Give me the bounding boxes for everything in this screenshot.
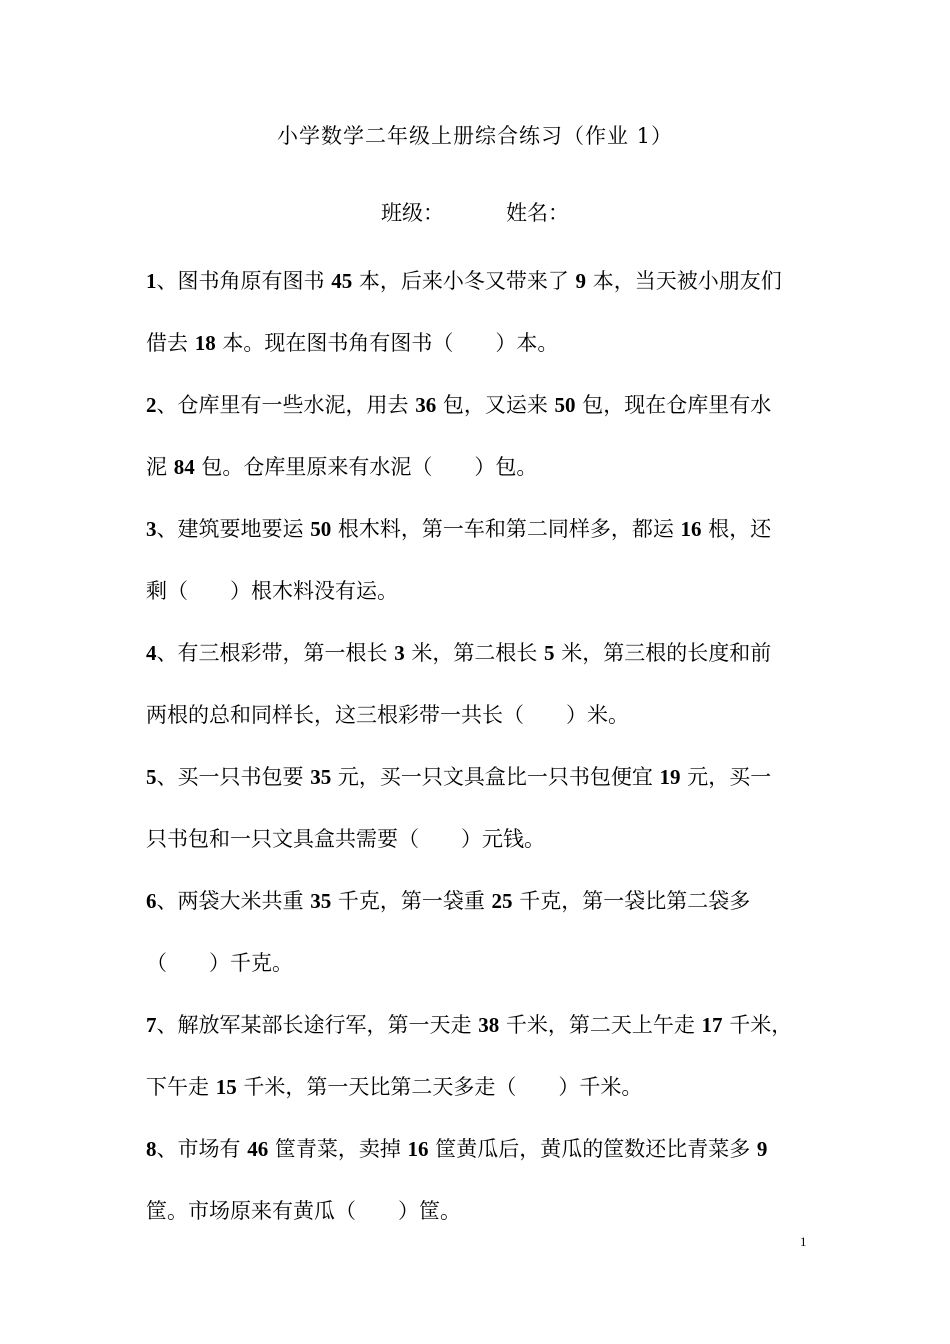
question-line	[146, 436, 811, 498]
question-text: 只书包和一只文具盒共需要（ ）元钱。	[146, 827, 545, 851]
question-number-value: 35	[310, 889, 332, 913]
question-text: 本。现在图书角有图书（ ）本。	[215, 331, 559, 355]
question-text: 、两袋大米共重	[156, 889, 311, 913]
question-number-value: 1	[146, 269, 157, 293]
question-number-value: 9	[756, 1137, 768, 1161]
question-line	[146, 1180, 811, 1242]
question-number-value: 18	[194, 331, 216, 355]
question-text: 元，买一	[680, 765, 772, 789]
question-text: 筐青菜，卖掉	[268, 1137, 408, 1161]
question-number-value: 16	[680, 517, 702, 541]
question-line	[146, 312, 811, 374]
question-text: 本，当天被小朋友们	[586, 269, 782, 293]
question-text: 、市场有	[156, 1137, 248, 1161]
question-number-value: 16	[407, 1137, 429, 1161]
question-6	[146, 870, 811, 994]
question-5	[146, 746, 811, 870]
question-text: （ ）千克。	[146, 951, 293, 975]
question-line	[146, 250, 811, 312]
question-text: 千米，第一天比第二天多走（ ）千米。	[236, 1075, 643, 1099]
question-number-value: 8	[146, 1137, 157, 1161]
question-line	[146, 746, 811, 808]
question-line	[146, 560, 811, 622]
question-text: 千米，	[722, 1013, 793, 1037]
question-line	[146, 870, 811, 932]
question-line	[146, 1118, 811, 1180]
question-text: 米，第二根长	[404, 641, 545, 665]
question-number-value: 3	[394, 641, 405, 665]
question-text: 、仓库里有一些水泥，用去	[156, 393, 416, 417]
question-text: 包，又运来	[436, 393, 555, 417]
question-text: 下午走	[146, 1075, 216, 1099]
question-text: 根木料，第一车和第二同样多，都运	[331, 517, 681, 541]
question-line	[146, 374, 811, 436]
question-8	[146, 1118, 811, 1242]
question-number-value: 84	[173, 455, 195, 479]
question-number-value: 5	[146, 765, 157, 789]
question-text: 千克，第一袋比第二袋多	[512, 889, 751, 913]
question-number-value: 46	[247, 1137, 269, 1161]
question-number-value: 3	[146, 517, 157, 541]
page-number: 1	[800, 1234, 807, 1249]
question-number-value: 4	[146, 641, 157, 665]
question-2	[146, 374, 811, 498]
question-text: 千米，第二天上午走	[499, 1013, 702, 1037]
question-text: 包，现在仓库里有水	[575, 393, 772, 417]
question-number-value: 17	[701, 1013, 723, 1037]
question-line	[146, 498, 811, 560]
question-text: 千克，第一袋重	[331, 889, 492, 913]
question-text: 筐。市场原来有黄瓜（ ）筐。	[146, 1199, 461, 1223]
question-number-value: 7	[146, 1013, 157, 1037]
question-number-value: 2	[146, 393, 157, 417]
question-number-value: 50	[310, 517, 332, 541]
question-number-value: 35	[310, 765, 332, 789]
question-text: 筐黄瓜后，黄瓜的筐数还比青菜多	[428, 1137, 757, 1161]
question-number-value: 15	[215, 1075, 237, 1099]
question-line	[146, 932, 811, 994]
question-text: 、图书角原有图书	[156, 269, 332, 293]
question-number-value: 50	[554, 393, 576, 417]
question-text: 、有三根彩带，第一根长	[156, 641, 395, 665]
question-text: 剩（ ）根木料没有运。	[146, 579, 398, 603]
question-line	[146, 684, 811, 746]
question-text: 、解放军某部长途行军，第一天走	[156, 1013, 479, 1037]
class-label: 班级：	[381, 201, 444, 225]
question-text: 借去	[146, 331, 195, 355]
question-number-value: 45	[331, 269, 353, 293]
question-number-value: 25	[491, 889, 513, 913]
question-line	[146, 1056, 811, 1118]
question-number-value: 6	[146, 889, 157, 913]
student-info	[0, 197, 950, 227]
question-number-value: 9	[575, 269, 587, 293]
question-line	[146, 808, 811, 870]
question-number-value: 19	[659, 765, 681, 789]
question-text: 米，第三根的长度和前	[554, 641, 772, 665]
question-line	[146, 622, 811, 684]
question-number-value: 5	[544, 641, 555, 665]
question-text: 、买一只书包要	[156, 765, 311, 789]
question-3	[146, 498, 811, 622]
name-label: 姓名：	[506, 201, 569, 225]
question-1	[146, 250, 811, 374]
question-text: 包。仓库里原来有水泥（ ）包。	[194, 455, 538, 479]
question-text: 泥	[146, 455, 174, 479]
question-number-value: 36	[415, 393, 437, 417]
question-text: 两根的总和同样长，这三根彩带一共长（ ）米。	[146, 703, 629, 727]
page-title: 小学数学二年级上册综合练习（作业 1）	[276, 124, 674, 148]
question-7	[146, 994, 811, 1118]
question-text: 、建筑要地要运	[156, 517, 311, 541]
question-text: 根，还	[701, 517, 772, 541]
question-text: 元，买一只文具盒比一只书包便宜	[331, 765, 660, 789]
question-number-value: 38	[478, 1013, 500, 1037]
question-line	[146, 994, 811, 1056]
question-4	[146, 622, 811, 746]
question-text: 本，后来小冬又带来了	[352, 269, 576, 293]
